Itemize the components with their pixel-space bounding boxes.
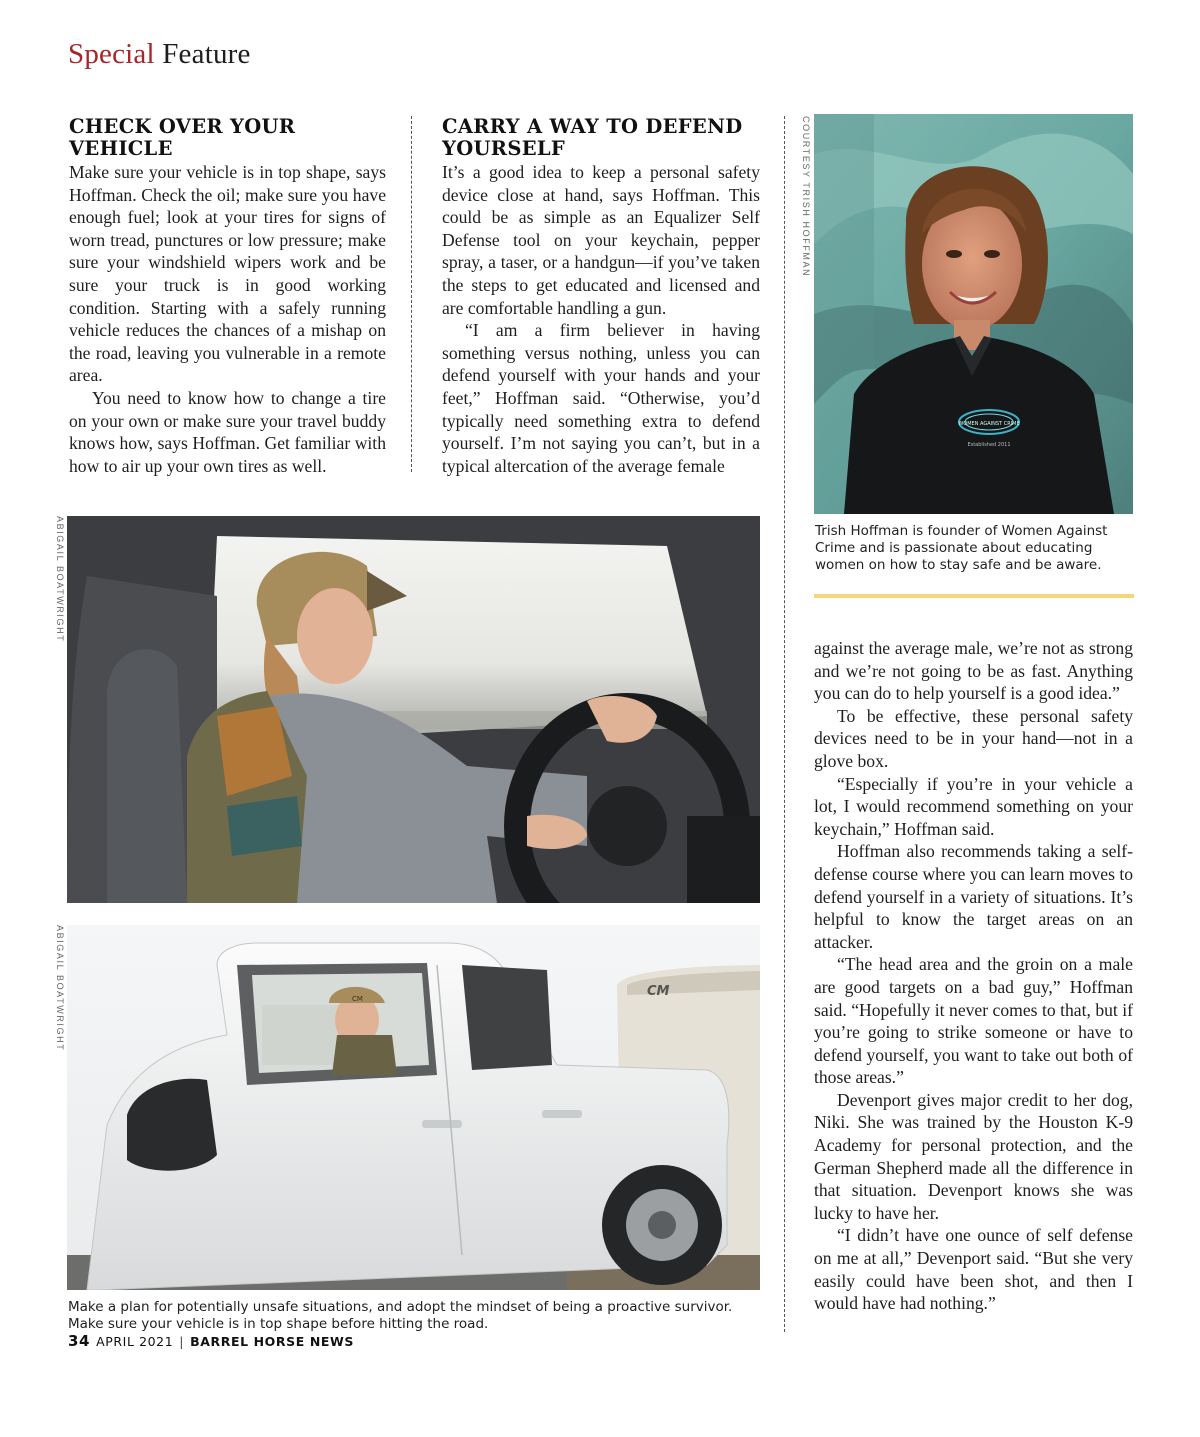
page-number: 34 [68,1332,91,1350]
column-1-paragraph: Make sure your vehicle is in top shape, says Hoffman. Check the oil; make sure you have enough fuel; look at your tires for signs of worn tread, punctures or low pressure; make sure your windshield wipers work and be sure your truck is in good working condition. Starting with a safely running vehicle reduces the chances of a mishap on the road, leaving you vulnerable in a remote area. [69,162,386,386]
caption-divider [814,594,1134,598]
shirt-logo-text: WOMEN AGAINST CRIME [958,421,1020,427]
article-column-2 [442,116,760,477]
column-divider [411,116,412,472]
column-1-paragraph: You need to know how to change a tire on your own or make sure your travel buddy knows how, says Hoffman. Get familiar with how to air up your own tires as well. [69,387,386,476]
portrait-photo [814,114,1133,514]
portrait-caption: Trish Hoffman is founder of Women Against Crime and is passionate about educating women on how to stay safe and be aware. [815,523,1108,573]
driver-photo [67,516,760,903]
column-2-heading: CARRY A WAY TO DEFEND YOURSELF [442,115,743,160]
article-column-3 [814,637,1133,1315]
photo-credit-driver: ABIGAIL BOATWRIGHT [55,516,65,643]
column-3-paragraph: To be effective, these personal safety devices need to be in your hand—not in a glove box. [814,705,1133,771]
page-footer [68,1332,354,1350]
footer-separator: | [179,1334,185,1349]
truck-photo [67,925,760,1290]
hat-logo: CM [352,995,363,1003]
section-title-accent: Special [68,38,155,70]
column-3-paragraph: “The head area and the groin on a male are good targets on a bad guy,” Hoffman said. “Hopefully it never comes to that, but if you’re going to strike someone or have to defend yourself, you want to take out both of those areas.” [814,954,1133,1088]
photo-caption: Make a plan for potentially unsafe situations, and adopt the mindset of being a proactive survivor. Make sure your vehicle is in top shape before hitting the road. [68,1299,733,1332]
column-3-paragraph: Hoffman also recommends taking a self-defense course where you can learn moves to defend yourself in a variety of situations. It’s helpful to know the target areas on an attacker. [814,841,1133,952]
photo-credit-truck: ABIGAIL BOATWRIGHT [55,925,65,1052]
trailer-logo: CM [647,984,670,999]
column-3-paragraph: “I didn’t have one ounce of self defense on me at all,” Devenport said. “But she very easily could have been shot, and then I would have had nothing.” [814,1225,1133,1314]
publication-name: BARREL HORSE NEWS [190,1334,355,1349]
photo-credit-portrait: COURTESY TRISH HOFFMAN [801,116,811,278]
column-3-paragraph: “Especially if you’re in your vehicle a lot, I would recommend something on your keychain,” Hoffman said. [814,773,1133,839]
section-title-rest: Feature [162,38,251,70]
column-divider [784,116,785,1332]
column-1-heading: CHECK OVER YOUR VEHICLE [69,115,296,160]
column-3-paragraph: Devenport gives major credit to her dog, Niki. She was trained by the Houston K-9 Academy for personal protection, and the German Shepherd made all the difference in that situation. Devenport knows she was lucky to have her. [814,1089,1133,1223]
column-2-paragraph: “I am a firm believer in having something versus nothing, unless you can defend yourself with your hands and your feet,” Hoffman said. “Otherwise, you’d typically need something extra to defend yourself. I’m not saying you can’t, but in a typical altercation of the average female [442,320,760,476]
article-column-1 [69,116,386,477]
column-2-paragraph: It’s a good idea to keep a personal safety device close at hand, says Hoffman. This could be as simple as an Equalizer Self Defense tool on your keychain, pepper spray, a taser, or a handgun—if you’ve taken the steps to get educated and licensed and are comfortable handling a gun. [442,162,760,318]
column-3-paragraph: against the average male, we’re not as strong and we’re not going to be as fast. Anything you can do to help yourself is a good idea.” [814,638,1133,704]
shirt-logo-subtext: Established 2011 [967,442,1011,448]
issue-date: APRIL 2021 [96,1334,174,1349]
section-title [68,38,251,71]
